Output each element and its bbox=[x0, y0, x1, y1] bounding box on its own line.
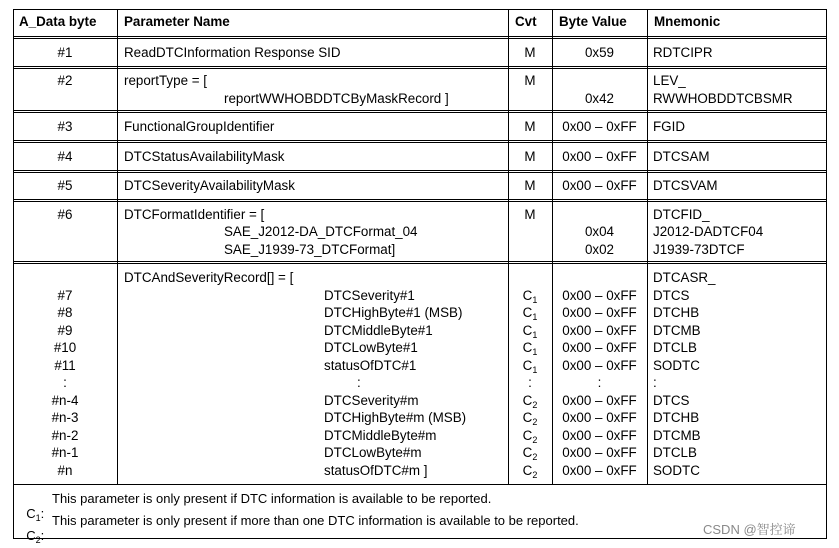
record-param: DTCLowByte#1 bbox=[324, 340, 418, 355]
footnote-subscript: 2 bbox=[35, 535, 41, 545]
row-border bbox=[13, 110, 827, 111]
footnote-label: C bbox=[26, 528, 36, 543]
watermark: CSDN @智控谛 bbox=[703, 522, 796, 537]
cvt-letter: C bbox=[522, 445, 533, 460]
row2-param-cont: reportWWHOBDDTCByMaskRecord ] bbox=[224, 91, 449, 106]
record-mnemonic: DTCS bbox=[653, 393, 690, 408]
row1-value: 0x59 bbox=[584, 45, 615, 60]
row6-param-cont: SAE_J2012-DA_DTCFormat_04 bbox=[224, 224, 418, 239]
cvt-subscript: 2 bbox=[532, 435, 538, 445]
record-byte: #n-3 bbox=[51, 410, 79, 425]
row-border bbox=[13, 172, 827, 173]
row-border bbox=[13, 66, 827, 67]
footnote-c2 bbox=[19, 513, 44, 545]
cvt-letter: C bbox=[522, 323, 533, 338]
header-bottom-border bbox=[13, 36, 827, 37]
cvt-subscript: 1 bbox=[532, 295, 538, 305]
cvt-letter: C bbox=[522, 358, 533, 373]
cvt-subscript: 1 bbox=[532, 347, 538, 357]
cvt-letter: : bbox=[528, 375, 532, 390]
footnote-colon: : bbox=[40, 528, 45, 543]
header-cvt: Cvt bbox=[515, 14, 537, 29]
record-param: DTCHighByte#m (MSB) bbox=[324, 410, 467, 425]
record-param-ellipsis: : bbox=[357, 375, 361, 390]
record-value: 0x00 – 0xFF bbox=[562, 340, 637, 355]
record-value: 0x00 – 0xFF bbox=[562, 305, 637, 320]
record-header-mnemonic: DTCASR_ bbox=[653, 270, 716, 285]
row4-param: DTCStatusAvailabilityMask bbox=[124, 149, 285, 164]
row5-mnemonic: DTCSVAM bbox=[653, 178, 718, 193]
record-param: statusOfDTC#m ] bbox=[324, 463, 428, 478]
cvt-letter: C bbox=[522, 305, 533, 320]
table-bottom-border bbox=[13, 484, 827, 485]
row2-value: 0x42 bbox=[584, 91, 615, 106]
record-value: 0x00 – 0xFF bbox=[562, 445, 637, 460]
record-byte: #9 bbox=[57, 323, 73, 338]
row5-param: DTCSeverityAvailabilityMask bbox=[124, 178, 295, 193]
row1-byte: #1 bbox=[57, 45, 73, 60]
header-mnemonic: Mnemonic bbox=[654, 14, 721, 29]
cvt-subscript: 1 bbox=[532, 365, 538, 375]
record-mnemonic: DTCMB bbox=[653, 323, 701, 338]
cvt-subscript: 1 bbox=[532, 312, 538, 322]
record-byte: #n-1 bbox=[51, 445, 79, 460]
record-param: DTCHighByte#1 (MSB) bbox=[324, 305, 463, 320]
record-byte: #11 bbox=[54, 358, 76, 373]
table-top-border bbox=[13, 9, 827, 10]
row2-byte: #2 bbox=[57, 73, 73, 88]
row1-mnemonic: RDTCIPR bbox=[653, 45, 713, 60]
record-mnemonic: SODTC bbox=[653, 463, 700, 478]
record-mnemonic-ellipsis: : bbox=[653, 375, 657, 390]
record-byte: #n-2 bbox=[51, 428, 79, 443]
record-value: 0x00 – 0xFF bbox=[562, 428, 637, 443]
row6-param: DTCFormatIdentifier = [ bbox=[124, 207, 265, 222]
row3-byte: #3 bbox=[57, 119, 73, 134]
record-cvt bbox=[508, 445, 552, 465]
record-value: 0x00 – 0xFF bbox=[562, 288, 637, 303]
record-value: 0x00 – 0xFF bbox=[562, 463, 637, 478]
row1-cvt: M bbox=[524, 45, 536, 60]
record-param: DTCSeverity#1 bbox=[324, 288, 415, 303]
cvt-letter: C bbox=[522, 463, 533, 478]
footnote-subscript: 1 bbox=[35, 513, 41, 523]
row3-mnemonic: FGID bbox=[653, 119, 685, 134]
row-border bbox=[13, 142, 827, 143]
row6-byte: #6 bbox=[57, 207, 73, 222]
row1-param: ReadDTCInformation Response SID bbox=[124, 45, 341, 60]
record-param: DTCSeverity#m bbox=[324, 393, 419, 408]
row-border bbox=[13, 68, 827, 69]
row6-mnemonic-cont: J2012-DADTCF04 bbox=[653, 224, 764, 239]
record-cvt bbox=[508, 305, 552, 325]
record-value-ellipsis: : bbox=[597, 375, 602, 390]
record-cvt bbox=[508, 463, 552, 483]
row3-value: 0x00 – 0xFF bbox=[562, 119, 637, 134]
record-byte: #10 bbox=[53, 340, 77, 355]
row6-cvt: M bbox=[524, 207, 536, 222]
row4-value: 0x00 – 0xFF bbox=[562, 149, 637, 164]
record-byte: #n-4 bbox=[51, 393, 79, 408]
record-mnemonic: DTCHB bbox=[653, 305, 700, 320]
record-value: 0x00 – 0xFF bbox=[562, 393, 637, 408]
record-mnemonic: DTCLB bbox=[653, 340, 697, 355]
footnote-colon: : bbox=[40, 506, 45, 521]
record-mnemonic: DTCHB bbox=[653, 410, 700, 425]
cvt-letter: C bbox=[522, 410, 533, 425]
row-border bbox=[13, 38, 827, 39]
row6-value: 0x04 bbox=[584, 224, 615, 239]
record-value: 0x00 – 0xFF bbox=[562, 358, 637, 373]
row2-param: reportType = [ bbox=[124, 73, 207, 88]
record-mnemonic: DTCMB bbox=[653, 428, 701, 443]
row6-param-cont: SAE_J1939-73_DTCFormat] bbox=[224, 242, 396, 257]
record-header: DTCAndSeverityRecord[] = [ bbox=[124, 270, 294, 285]
cvt-letter: C bbox=[522, 393, 533, 408]
record-byte: #8 bbox=[57, 305, 73, 320]
row-border bbox=[13, 140, 827, 141]
record-mnemonic: DTCLB bbox=[653, 445, 697, 460]
header-parameter-name: Parameter Name bbox=[124, 14, 230, 29]
footnote-c2-text: This parameter is only present if more than one DTC information is available to be reported. bbox=[52, 513, 579, 528]
row-border bbox=[13, 170, 827, 171]
record-param: statusOfDTC#1 bbox=[324, 358, 417, 373]
row6-mnemonic: DTCFID_ bbox=[653, 207, 710, 222]
row3-cvt: M bbox=[524, 119, 536, 134]
header-byte-value: Byte Value bbox=[559, 14, 627, 29]
footnote-label: C bbox=[26, 506, 36, 521]
row4-mnemonic: DTCSAM bbox=[653, 149, 710, 164]
row5-cvt: M bbox=[524, 178, 536, 193]
record-param: DTCMiddleByte#m bbox=[324, 428, 437, 443]
row-border bbox=[13, 199, 827, 200]
row5-byte: #5 bbox=[57, 178, 73, 193]
cvt-letter: C bbox=[522, 288, 533, 303]
record-value: 0x00 – 0xFF bbox=[562, 410, 637, 425]
row2-cvt: M bbox=[524, 73, 536, 88]
record-byte: #n bbox=[57, 463, 73, 478]
column-divider bbox=[117, 9, 118, 485]
cvt-subscript: 1 bbox=[532, 330, 538, 340]
footnote-bottom-border bbox=[13, 538, 827, 539]
table-right-border bbox=[826, 9, 827, 539]
cvt-subscript: 2 bbox=[532, 400, 538, 410]
row4-byte: #4 bbox=[57, 149, 73, 164]
cvt-subscript: 2 bbox=[532, 452, 538, 462]
row3-param: FunctionalGroupIdentifier bbox=[124, 119, 275, 134]
record-mnemonic: DTCS bbox=[653, 288, 690, 303]
cvt-letter: C bbox=[522, 340, 533, 355]
record-mnemonic: SODTC bbox=[653, 358, 700, 373]
row2-mnemonic-cont: RWWHOBDDTCBSMR bbox=[653, 91, 793, 106]
row-border bbox=[13, 263, 827, 264]
row-border bbox=[13, 261, 827, 262]
record-cvt-ellipsis bbox=[508, 375, 552, 395]
record-cvt bbox=[508, 410, 552, 430]
record-param: DTCMiddleByte#1 bbox=[324, 323, 433, 338]
row2-mnemonic: LEV_ bbox=[653, 73, 686, 88]
row5-value: 0x00 – 0xFF bbox=[562, 178, 637, 193]
record-byte: #7 bbox=[57, 288, 73, 303]
row-border bbox=[13, 112, 827, 113]
footnote-c1-text: This parameter is only present if DTC information is available to be reported. bbox=[52, 491, 492, 506]
header-a-data-byte: A_Data byte bbox=[19, 14, 97, 29]
cvt-subscript: 2 bbox=[532, 417, 538, 427]
column-divider bbox=[647, 9, 648, 485]
row-border bbox=[13, 201, 827, 202]
record-param: DTCLowByte#m bbox=[324, 445, 422, 460]
row6-mnemonic-cont: J1939-73DTCF bbox=[653, 242, 745, 257]
cvt-letter: C bbox=[522, 428, 533, 443]
record-byte-ellipsis: : bbox=[63, 375, 67, 390]
cvt-subscript: 2 bbox=[532, 470, 538, 480]
row4-cvt: M bbox=[524, 149, 536, 164]
record-value: 0x00 – 0xFF bbox=[562, 323, 637, 338]
record-cvt bbox=[508, 340, 552, 360]
row6-value: 0x02 bbox=[584, 242, 615, 257]
